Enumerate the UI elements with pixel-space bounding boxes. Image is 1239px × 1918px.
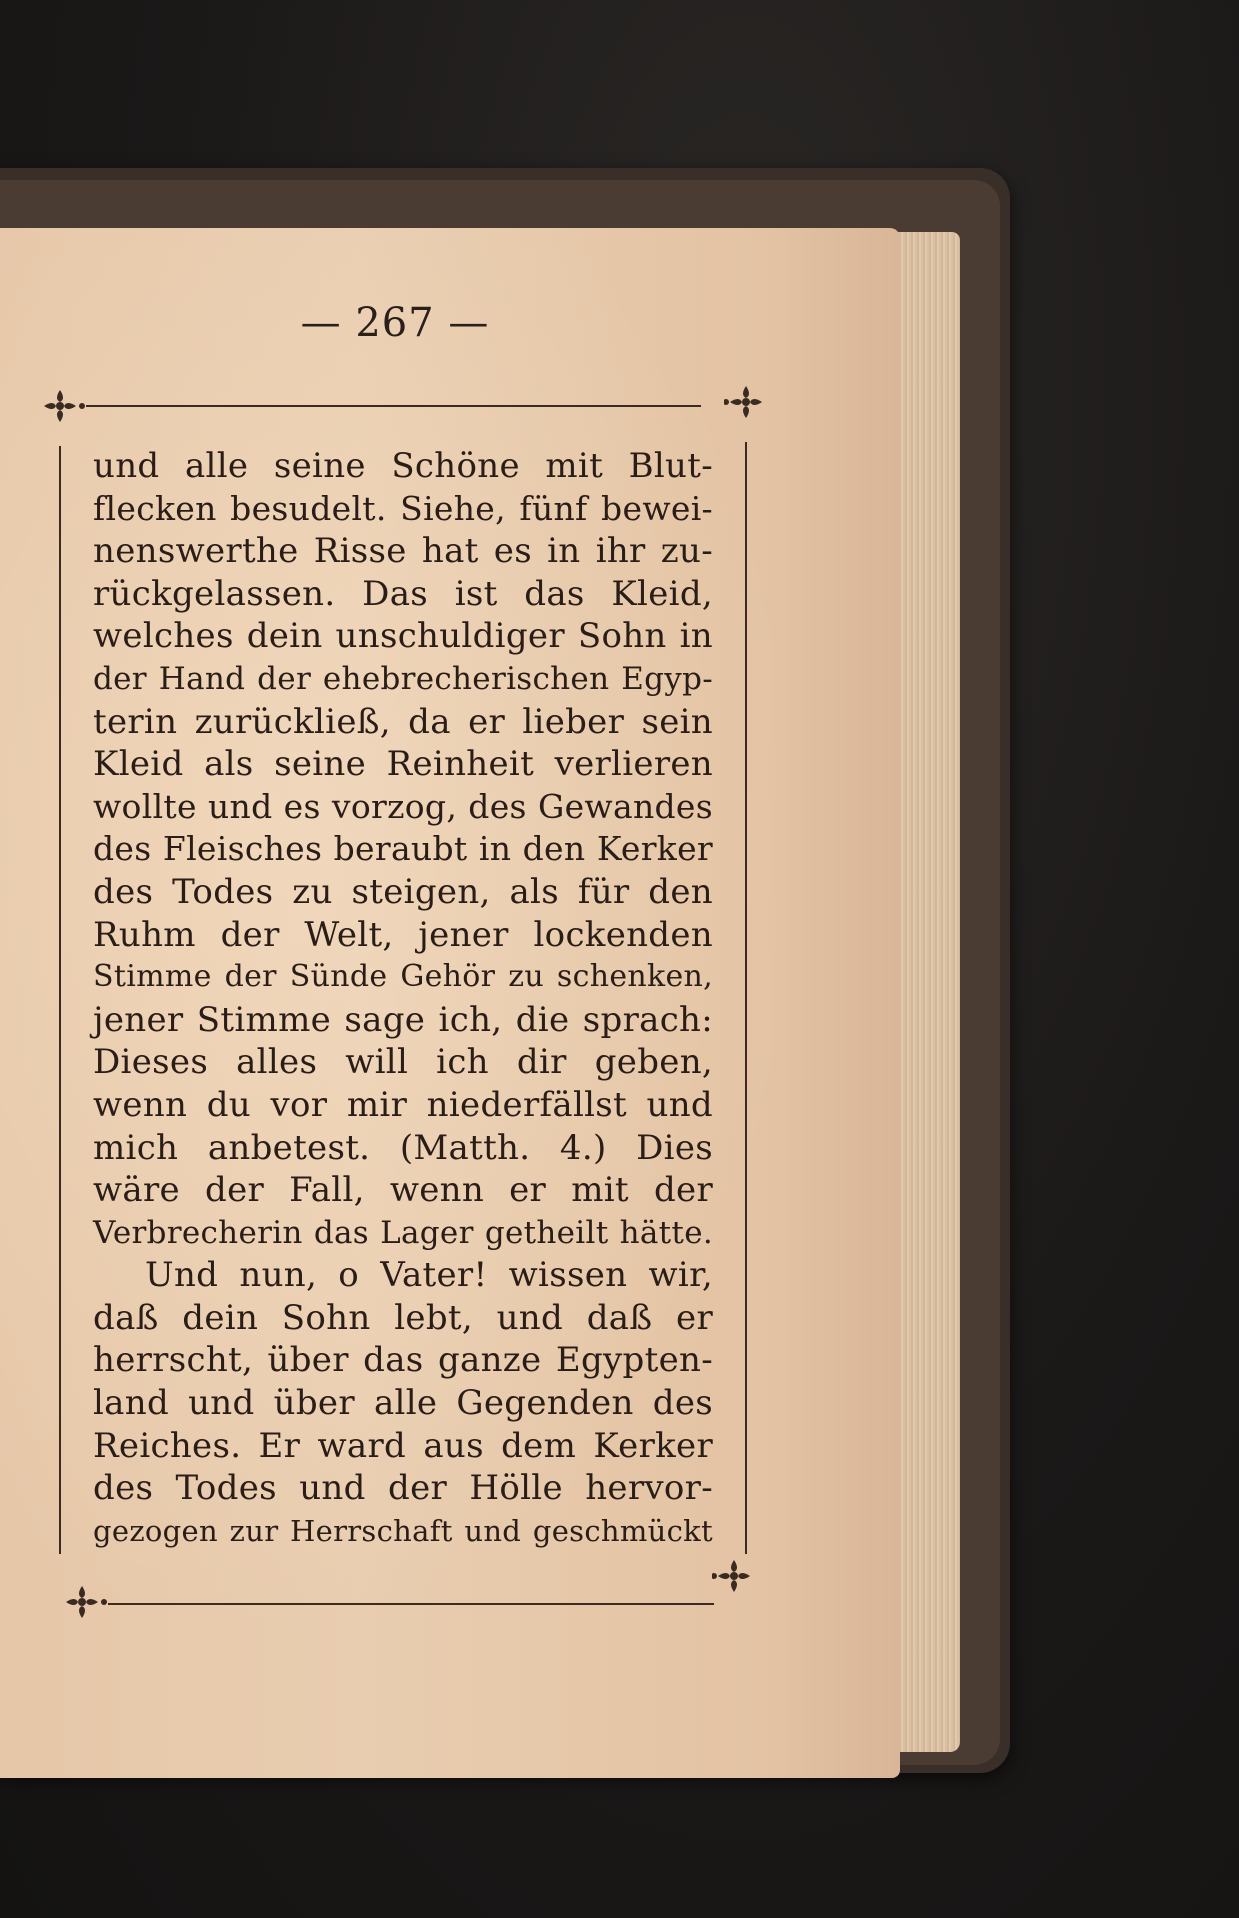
fleuron-cross-icon [724,376,774,436]
text-line: Dieses alles will ich dir geben, [93,1042,713,1083]
fleuron-cross-icon [38,380,88,440]
text-line: Stimme der Sünde Gehör zu schenken, [93,959,713,995]
text-line: wollte und es vorzog, des Gewandes [93,786,713,826]
fleuron-cross-icon [60,1576,110,1636]
text-line: jener Stimme sage ich, die sprach: [93,999,713,1040]
text-line: daß dein Sohn lebt, und daß er [93,1297,713,1338]
text-line: Verbrecherin das Lager getheilt hätte. [93,1214,713,1251]
fleuron-cross-icon [712,1550,762,1610]
text-line: gezogen zur Herrschaft und geschmückt [93,1513,713,1548]
text-line: Und nun, o Vater! wissen wir, [145,1255,713,1296]
text-line: rückgelassen. Das ist das Kleid, [93,573,713,614]
text-line: des Fleisches beraubt in den Kerker [93,829,713,869]
text-line: der Hand der ehebrecherischen Egyp- [93,660,713,697]
text-line: flecken besudelt. Siehe, fünf bewei- [93,488,713,528]
text-line: Ruhm der Welt, jener lockenden [93,914,713,955]
text-line: des Todes zu steigen, als für den [93,871,713,912]
text-line: terin zurückließ, da er lieber sein [93,701,713,742]
text-line: Reiches. Er ward aus dem Kerker [93,1425,713,1466]
text-line: nenswerthe Risse hat es in ihr zu- [93,531,713,572]
text-line: wenn du vor mir niederfällst und [93,1084,713,1125]
text-line: wäre der Fall, wenn er mit der [93,1170,713,1211]
page-number: — 267 — [300,300,490,346]
text-line: Kleid als seine Reinheit verlieren [93,744,713,785]
text-line: und alle seine Schöne mit Blut- [93,446,713,486]
text-line: welches dein unschuldiger Sohn in [93,616,713,657]
text-line: herrscht, über das ganze Egypten- [93,1340,713,1381]
page-text [93,445,713,1552]
text-line: mich anbetest. (Matth. 4.) Dies [93,1127,713,1168]
text-line: des Todes und der Hölle hervor- [93,1468,713,1509]
text-line: land und über alle Gegenden des [93,1383,713,1424]
